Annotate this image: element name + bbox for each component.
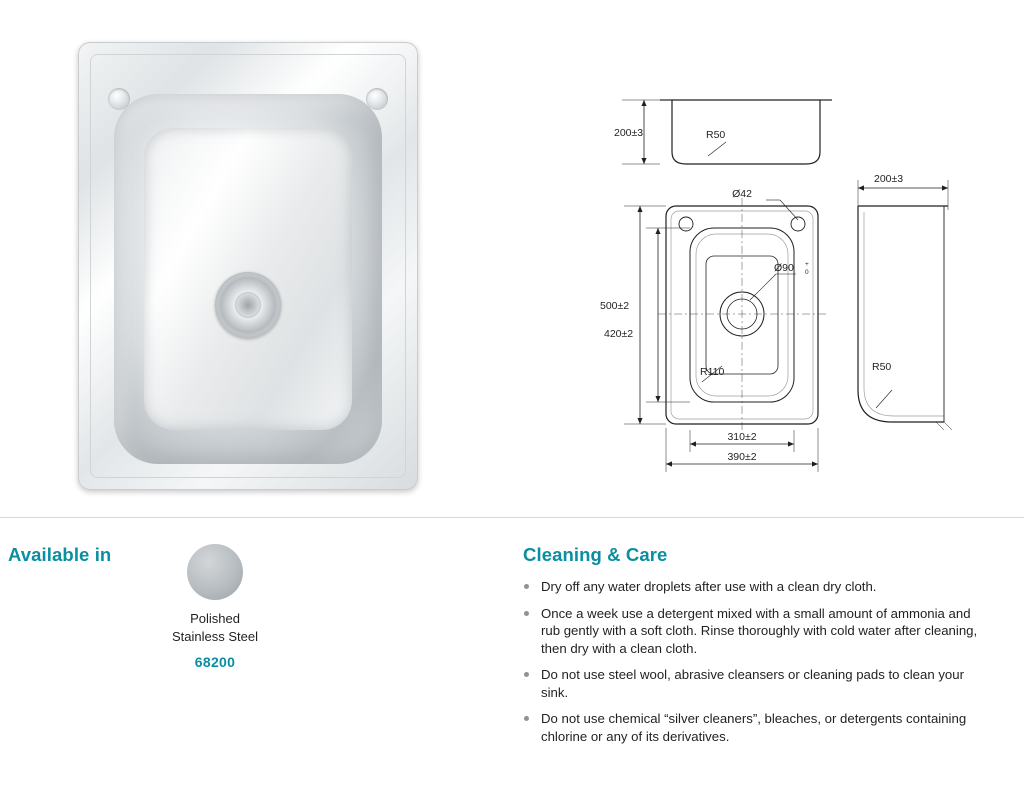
drawing-end-view xyxy=(858,180,952,430)
dim-side-depth: 200±3 xyxy=(614,127,644,139)
technical-drawings xyxy=(600,60,1000,480)
finish-name-line1: Polished xyxy=(190,611,240,626)
technical-drawings-svg xyxy=(600,60,1000,480)
dim-tap-hole-diameter: Ø42 xyxy=(732,188,752,200)
dim-corner-radius: R110 xyxy=(700,366,725,378)
section-divider xyxy=(0,517,1024,518)
cleaning-care-section xyxy=(523,544,993,754)
list-item: Dry off any water droplets after use with a clean dry cloth. xyxy=(523,578,993,596)
finish-name-line2: Stainless Steel xyxy=(172,629,258,644)
dim-waste-tolerance-lower: 0 xyxy=(805,269,809,276)
list-item: Once a week use a detergent mixed with a small amount of ammonia and rub gently with a soft cloth. Rinse thoroughly with cold water after cleaning, then dry with a clean cloth. xyxy=(523,605,993,658)
dim-bowl-length: 420±2 xyxy=(604,328,634,340)
cleaning-care-list xyxy=(523,578,993,745)
cleaning-care-title: Cleaning & Care xyxy=(523,544,668,565)
available-in-title: Available in xyxy=(8,544,112,565)
drawing-plan-view xyxy=(624,198,826,472)
finish-product-code: 68200 xyxy=(194,654,236,670)
dim-overall-width: 390±2 xyxy=(727,451,757,463)
dim-waste-tolerance-upper: + xyxy=(805,261,809,268)
list-item: Do not use chemical “silver cleaners”, bleaches, or detergents containing chlorine or any of its derivatives. xyxy=(523,710,993,745)
bottom-sections xyxy=(0,530,1024,805)
finish-option[interactable] xyxy=(135,544,295,670)
finish-swatch-icon xyxy=(187,544,243,600)
sink-product-photo xyxy=(78,42,418,490)
finish-name xyxy=(135,610,295,646)
drawing-side-section xyxy=(622,100,832,164)
dim-end-depth: 200±3 xyxy=(874,173,904,185)
dim-end-radius: R50 xyxy=(872,361,892,373)
dim-overall-length: 500±2 xyxy=(600,300,630,312)
dim-waste-diameter: Ø90 xyxy=(774,262,794,274)
sink-rim xyxy=(78,42,418,490)
dim-side-radius: R50 xyxy=(706,129,726,141)
sink-drain-waste-icon xyxy=(215,272,281,338)
list-item: Do not use steel wool, abrasive cleansers or cleaning pads to clean your sink. xyxy=(523,666,993,701)
dim-bowl-width: 310±2 xyxy=(727,431,757,443)
